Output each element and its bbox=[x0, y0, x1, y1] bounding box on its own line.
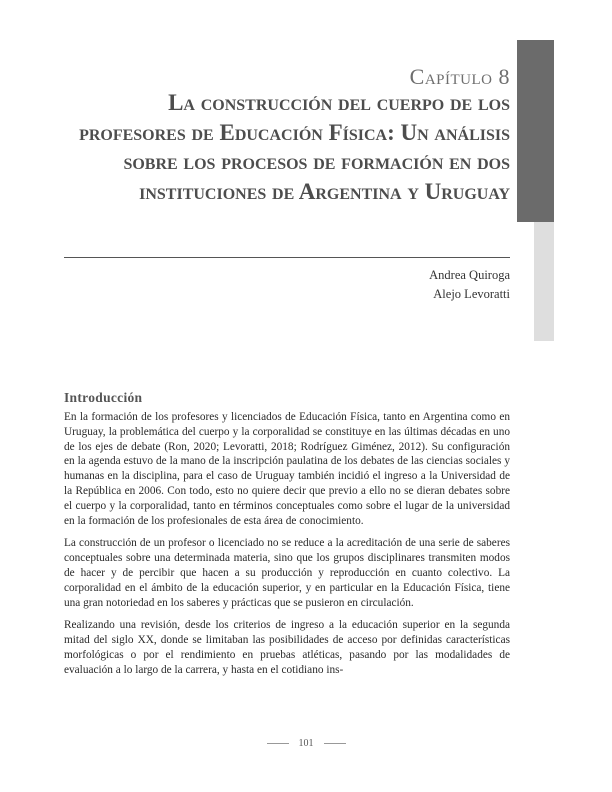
page-number: 101 bbox=[298, 738, 314, 749]
author-name: Alejo Levoratti bbox=[433, 287, 510, 301]
body-text bbox=[64, 410, 510, 686]
author-list bbox=[429, 266, 510, 304]
thumb-tab-light bbox=[534, 222, 554, 341]
thumb-tab-dark bbox=[517, 40, 554, 222]
footer-rule-right bbox=[324, 743, 346, 744]
paragraph: La construcción de un profesor o licenciado no se reduce a la acreditación de una serie de saberes conceptuales sobre una determinada materia, sino que los grupos disciplinares transmiten modos de hacer y de percibir que hacen a su producción y reproducción en cuanto colectivo. La corporalidad en el ámbito de la educación superior, y en particular en la Educación Física, tiene una gran notoriedad en los saberes y prácticas que se pusieron en circulación. bbox=[64, 537, 510, 609]
paragraph: En la formación de los profesores y licenciados de Educación Física, tanto en Argentina como en Uruguay, la problemática del cuerpo y la corporalidad se constituye en las últimas décadas en uno de los ejes de debate (Ron, 2020; Levoratti, 2018; Rodríguez Giménez, 2012). Su configuración en la agenda estuvo de la mano de la inscripción paulatina de los debates de las ciencias sociales y humanas en la disciplina, para el caso de Uruguay también incidió el ingreso a la Universidad de la República en 2006. Con todo, esto no quiere decir que previo a ello no se dieran debates sobre el cuerpo y la corporalidad, tanto en términos conceptuales como sobre el lugar de la universidad en la formación de los profesionales de esta área de conocimiento. bbox=[64, 411, 510, 527]
author-name: Andrea Quiroga bbox=[429, 268, 510, 282]
page-footer bbox=[0, 738, 612, 749]
chapter-title: La construcción del cuerpo de los profesores de Educación Física: Un análisis sobre los procesos de formación en dos instituciones de Argentina y Uruguay bbox=[79, 90, 510, 204]
footer-rule-left bbox=[267, 743, 289, 744]
title-divider bbox=[64, 257, 510, 258]
paragraph: Realizando una revisión, desde los criterios de ingreso a la educación superior en la segunda mitad del siglo XX, donde se limitaban las posibilidades de acceso por definidas características morfológicas o por el rendimiento en pruebas atléticas, pasando por las modalidades de evaluación a lo largo de la carrera, y hasta en el cotidiano ins- bbox=[64, 619, 510, 676]
section-heading: Introducción bbox=[64, 390, 143, 405]
chapter-label: Capítulo 8 bbox=[409, 64, 510, 89]
